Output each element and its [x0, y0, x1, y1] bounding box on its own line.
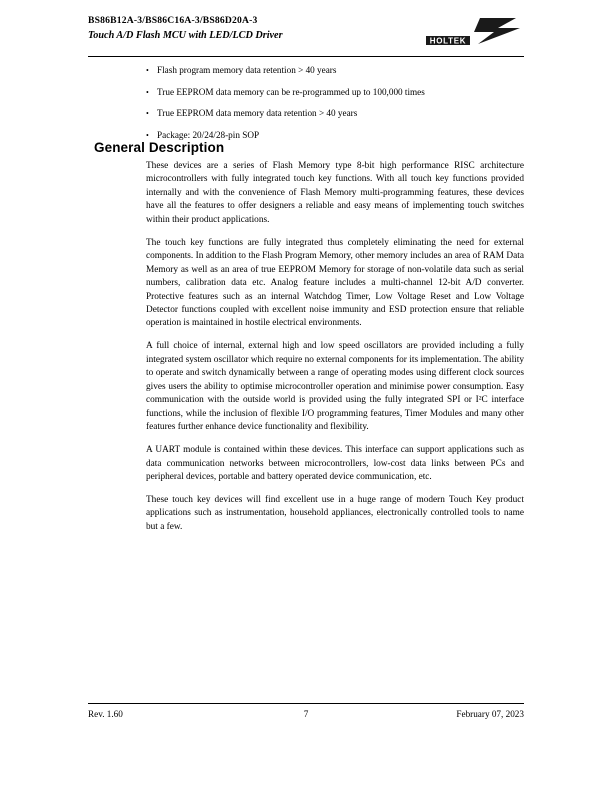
list-item-label: Package: 20/24/28-pin SOP — [157, 129, 260, 140]
header-titles — [88, 14, 468, 46]
paragraph: A full choice of internal, external high and low speed oscillators are provided including a fully integrated system oscillator which require no external components for its implementation. The ability to operate and switch dynamically between a range of operating modes using different clock sources gives users the ability to optimise microcontroller operation and minimise power consumption. Easy communication with the outside world is provided using the fully integrated SPI or I²C interface functions, while the inclusion of flexible I/O programming features, Timer Modules and many other features further enhance device functionality and flexibility. — [146, 341, 524, 433]
list-item-label: Flash program memory data retention > 40 years — [157, 65, 337, 75]
footer-divider — [88, 703, 524, 704]
bullet-icon: • — [146, 66, 149, 75]
list-item — [146, 64, 526, 78]
list-item-label: True EEPROM data memory data retention > 40 years — [157, 108, 358, 118]
header-divider — [88, 56, 524, 57]
paragraph: These devices are a series of Flash Memory type 8-bit high performance RISC architecture microcontrollers with fully integrated touch key functions. With all touch key functions provided internally and with the convenience of Flash Memory multi-programming features, these devices have all the features to offer designers a reliable and easy means of implementing touch switches within their product applications. — [146, 161, 524, 225]
paragraph: These touch key devices will find excellent use in a huge range of modern Touch Key product applications such as instrumentation, household appliances, electronically controlled tools to name but a few. — [146, 494, 524, 532]
list-item — [146, 107, 526, 121]
footer-page-number: 7 — [303, 709, 309, 719]
paragraph: A UART module is contained within these devices. This interface can support applications such as data communication networks between microcontrollers, low-cost data links between PCs and peripheral devices, portable and battery operated device communication, etc. — [146, 445, 524, 483]
holtek-lightning-logo — [420, 16, 524, 50]
footer-date: February 07, 2023 — [456, 709, 524, 719]
page-footer — [88, 709, 524, 723]
holtek-logo — [420, 16, 524, 50]
list-item-label: True EEPROM data memory can be re-programmed up to 100,000 times — [157, 86, 425, 97]
general-description-body — [146, 160, 524, 544]
bullet-icon: • — [146, 109, 149, 118]
section-heading-general-description: General Description — [94, 140, 225, 155]
bullet-icon: • — [146, 130, 149, 140]
document-subtitle: Touch A/D Flash MCU with LED/LCD Driver — [88, 30, 283, 41]
paragraph: The touch key functions are fully integrated thus completely eliminating the need for external components. In addition to the Flash Program Memory, other memory includes an area of RAM Data Memory as well as an area of true EEPROM Memory for storage of non-volatile data such as serial numbers, calibration data etc. Analog feature includes a multi-channel 12-bit A/D converter. Protective features such as an internal Watchdog Timer, Low Voltage Reset and Low Voltage Detector functions coupled with excellent noise immunity and ESD protection ensure that reliable operation is maintained in hostile electrical environments. — [146, 237, 524, 329]
feature-list — [146, 64, 526, 150]
footer-revision: Rev. 1.60 — [88, 709, 123, 719]
document-title: BS86B12A-3/BS86C16A-3/BS86D20A-3 — [88, 15, 258, 26]
page-header — [88, 14, 524, 58]
bullet-icon: • — [146, 87, 149, 97]
svg-text:HOLTEK: HOLTEK — [429, 36, 467, 46]
list-item — [146, 86, 526, 100]
